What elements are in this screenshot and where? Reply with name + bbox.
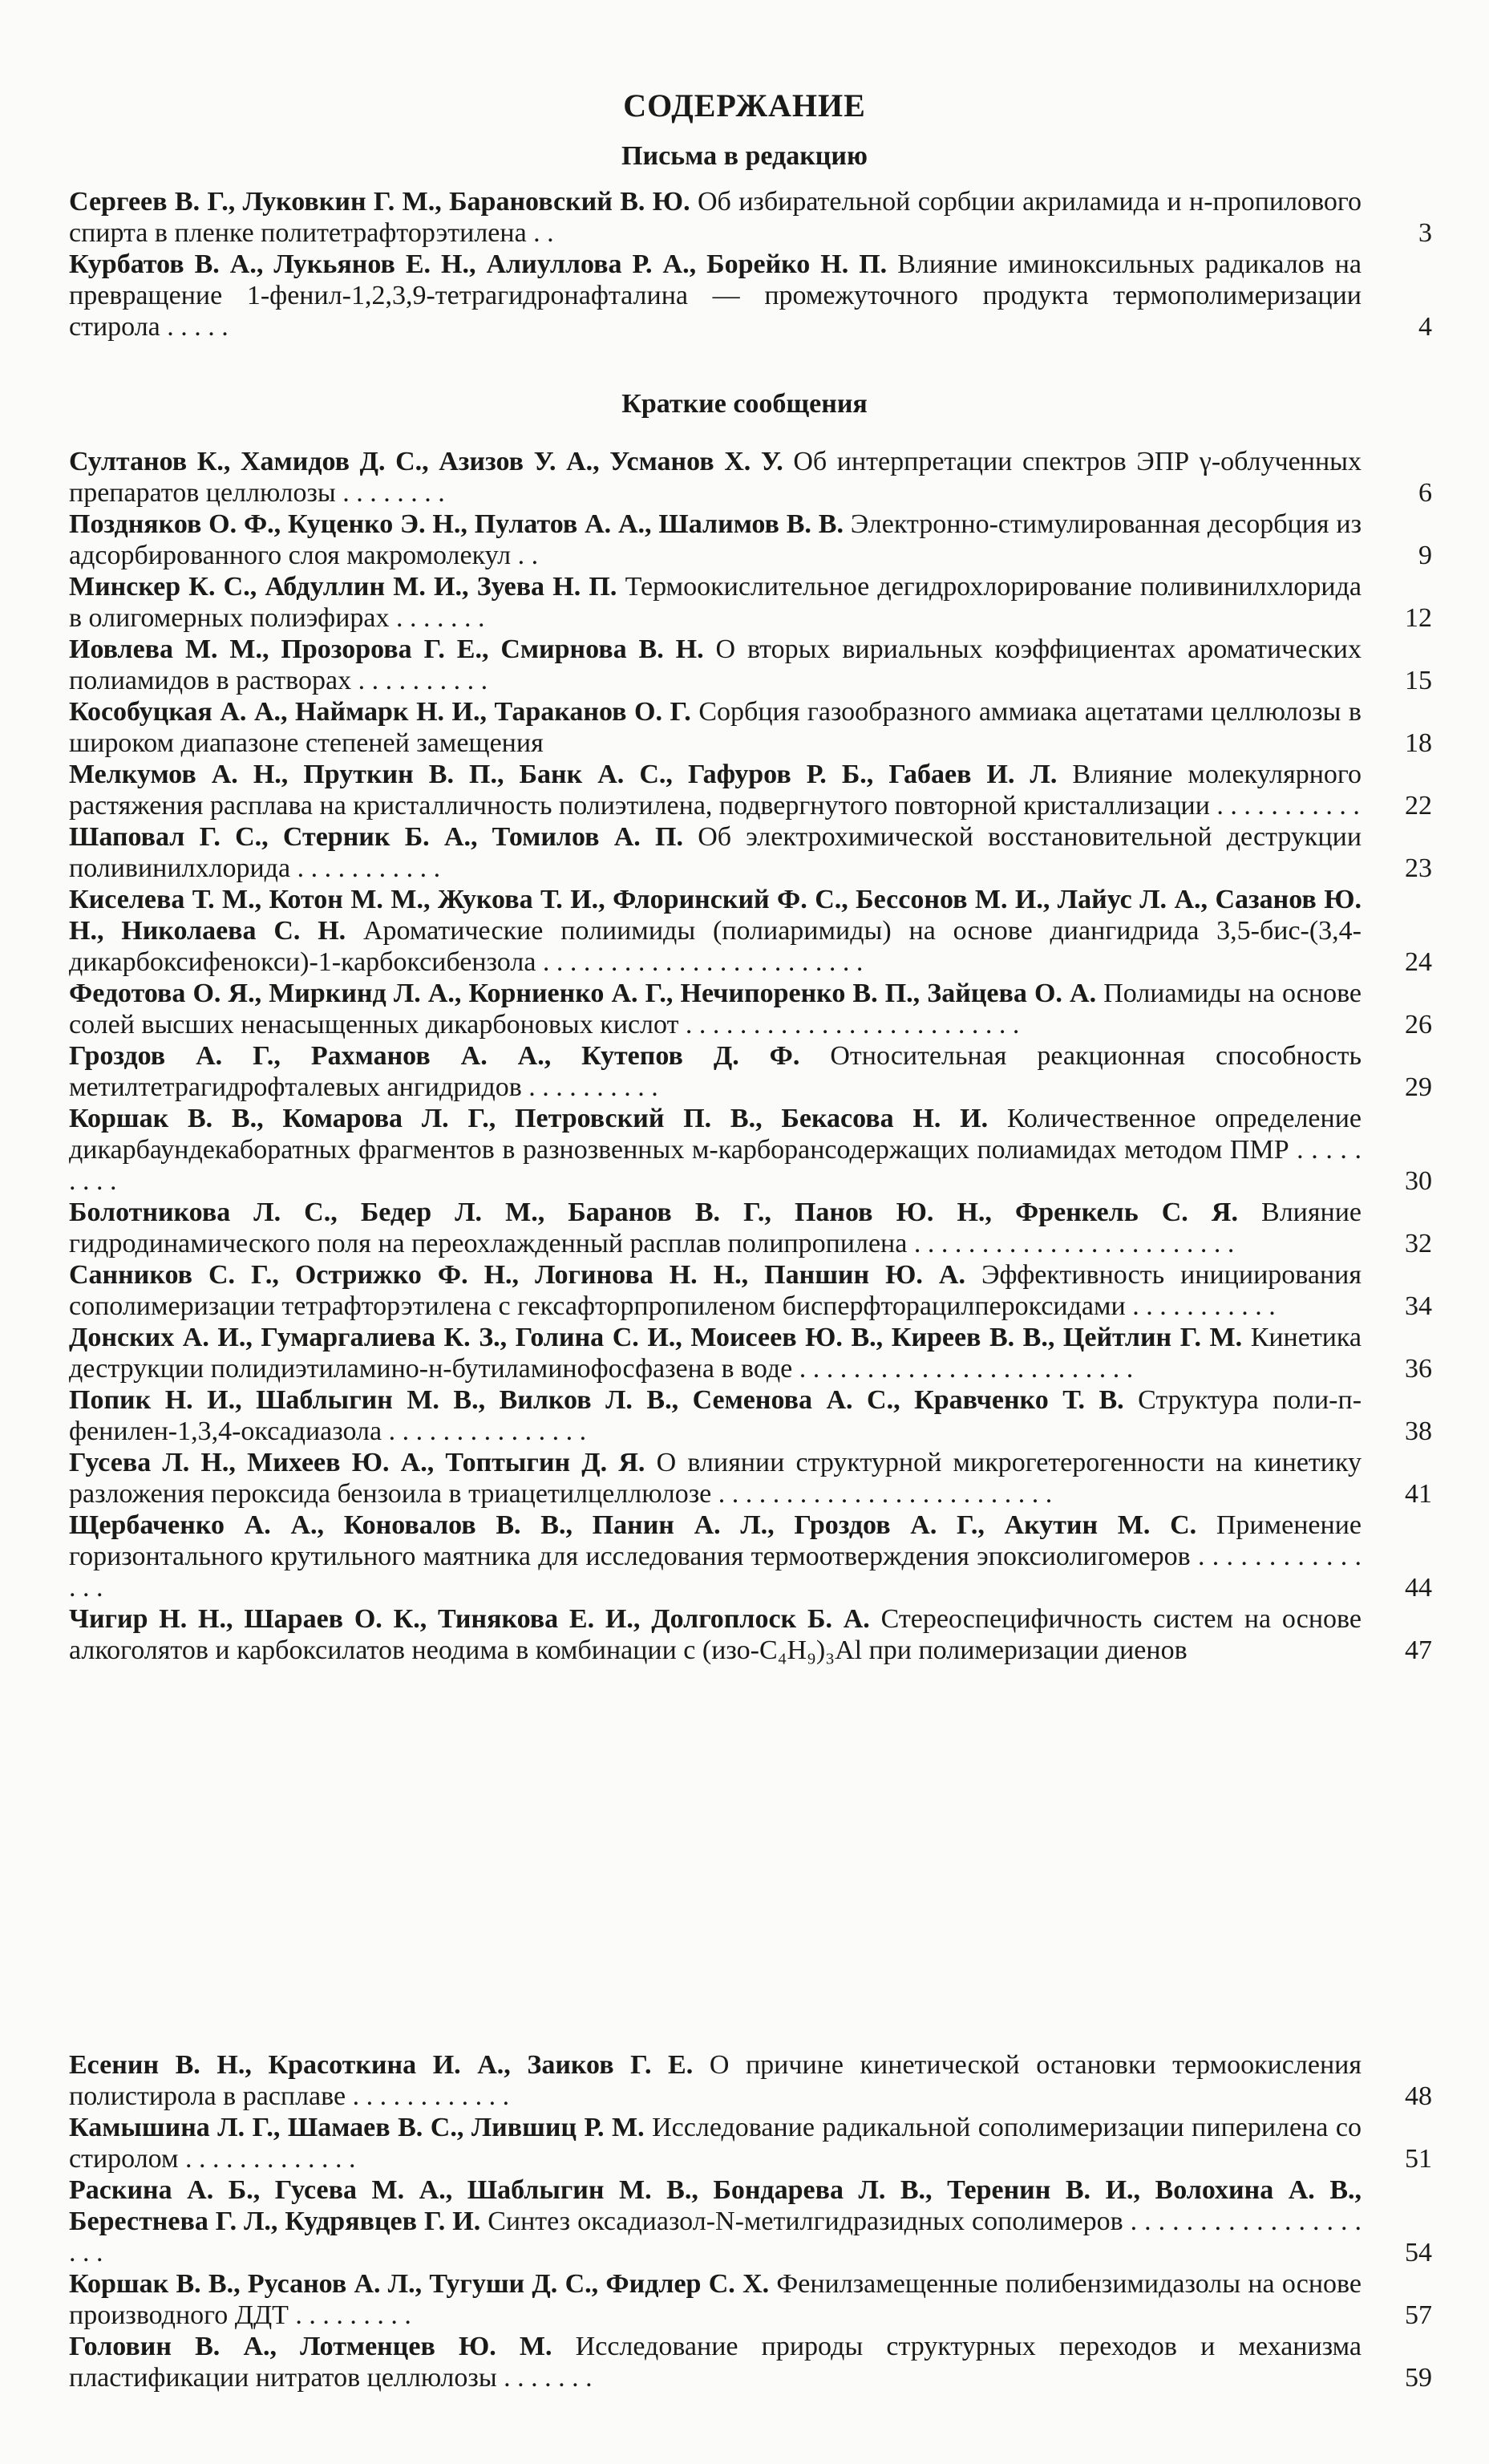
toc-entry[interactable] — [69, 759, 1432, 821]
entry-page-number: 15 — [1405, 666, 1432, 695]
entry-authors: Гроздов А. Г., Рахманов А. А., Кутепов Д. Ф. — [69, 1041, 800, 1071]
entry-authors: Минскер К. С., Абдуллин М. И., Зуева Н. П. — [69, 572, 617, 602]
section-continuation-entries — [69, 2049, 1432, 2393]
entry-authors: Есенин В. Н., Красоткина И. А., Заиков Г. Е. — [69, 2050, 694, 2080]
toc-entry[interactable] — [69, 978, 1432, 1040]
entry-page-number: 4 — [1418, 312, 1432, 342]
toc-entry[interactable] — [69, 186, 1432, 249]
entry-authors: Иовлева М. М., Прозорова Г. Е., Смирнова В. Н. — [69, 634, 704, 664]
section-title-short-communications: Краткие сообщения — [621, 389, 868, 419]
entry-authors: Султанов К., Хамидов Д. С., Азизов У. А., Усманов Х. У. — [69, 447, 783, 476]
entry-title: Влияние иминоксильных радикалов на превращение 1-фенил-1,2,3,9-тетрагидронафталина — промежуточного продукта термополимеризации стирола . . . . . — [69, 249, 1362, 342]
entry-page-number: 48 — [1405, 2081, 1432, 2111]
entry-page-number: 57 — [1405, 2300, 1432, 2330]
entry-title: Стереоспецифичность систем на основе алкоголятов и карбоксилатов неодима в комбинации с (изо-C₄H₉)₃Al при полимеризации диенов — [69, 1604, 1362, 1665]
entry-page-number: 18 — [1405, 728, 1432, 758]
entry-authors: Головин В. А., Лотменцев Ю. М. — [69, 2332, 552, 2361]
entry-authors: Кособуцкая А. А., Наймарк Н. И., Тараканов О. Г. — [69, 697, 691, 727]
entry-title: Кинетика деструкции полидиэтиламино-н-бутиламинофосфазена в воде . . . . . . . . . . . . . . . . . . . . . . . . . — [69, 1323, 1362, 1384]
toc-entry[interactable] — [69, 696, 1432, 759]
entry-authors: Камышина Л. Г., Шамаев В. С., Лившиц Р. М. — [69, 2113, 645, 2142]
toc-entry[interactable] — [69, 2049, 1432, 2112]
entry-page-number: 38 — [1405, 1416, 1432, 1446]
entry-title: Об интерпретации спектров ЭПР γ-облученных препаратов целлюлозы . . . . . . . . — [69, 447, 1362, 508]
entry-page-number: 9 — [1418, 541, 1432, 570]
entry-title: Структура поли-п-фенилен-1,3,4-оксадиазола . . . . . . . . . . . . . . . — [69, 1385, 1362, 1446]
toc-entry[interactable] — [69, 821, 1432, 884]
entry-title: Количественное определение дикарбаундекаборатных фрагментов в разнозвенных м-карборансодержащих полиамидах методом ПМР . . . . . . . . . — [69, 1104, 1362, 1196]
toc-entry[interactable] — [69, 1259, 1432, 1322]
toc-entry[interactable] — [69, 884, 1432, 978]
entry-title: Эффективность инициирования сополимеризации тетрафторэтилена с гексафторпропиленом бисперфторацилпероксидами . . . . . . . . . . . — [69, 1260, 1362, 1321]
entry-authors: Коршак В. В., Русанов А. Л., Тугуши Д. С., Фидлер С. Х. — [69, 2269, 770, 2299]
entry-page-number: 26 — [1405, 1010, 1432, 1040]
entry-page-number: 59 — [1405, 2363, 1432, 2393]
toc-entry[interactable] — [69, 2331, 1432, 2393]
entry-authors: Поздняков О. Ф., Куценко Э. Н., Пулатов А. А., Шалимов В. В. — [69, 509, 844, 539]
toc-entry[interactable] — [69, 1322, 1432, 1384]
entry-title: Термоокислительное дегидрохлорирование поливинилхлорида в олигомерных полиэфирах . . . . . . . — [69, 572, 1362, 633]
entry-authors: Раскина А. Б., Гусева М. А., Шаблыгин М. В., Бондарева Л. В., Теренин В. И., Волохина А. В., Берестнева Г. Л., Кудрявцев Г. И. — [69, 2175, 1362, 2236]
entry-authors: Попик Н. И., Шаблыгин М. В., Вилков Л. В., Семенова А. С., Кравченко Т. В. — [69, 1385, 1124, 1415]
toc-entry[interactable] — [69, 2174, 1432, 2268]
entry-page-number: 29 — [1405, 1072, 1432, 1102]
toc-entry[interactable] — [69, 249, 1432, 342]
entry-authors: Коршак В. В., Комарова Л. Г., Петровский П. В., Бекасова Н. И. — [69, 1104, 989, 1133]
entry-authors: Донских А. И., Гумаргалиева К. З., Голина С. И., Моисеев Ю. В., Киреев В. В., Цейтлин Г. М. — [69, 1323, 1243, 1352]
entry-title: Полиамиды на основе солей высших ненасыщенных дикарбоновых кислот . . . . . . . . . . . . . . . . . . . . . . . . . — [69, 979, 1362, 1040]
entry-title: О причине кинетической остановки термоокисления полистирола в расплаве . . . . . . . . . . . . — [69, 2050, 1362, 2111]
entry-authors: Киселева Т. М., Котон М. М., Жукова Т. И., Флоринский Ф. С., Бессонов М. И., Лайус Л. А., Сазанов Ю. Н., Николаева С. Н. — [69, 885, 1362, 946]
entry-page-number: 54 — [1405, 2238, 1432, 2267]
entry-page-number: 32 — [1405, 1229, 1432, 1258]
entry-authors: Сергеев В. Г., Луковкин Г. М., Барановский В. Ю. — [69, 187, 690, 217]
entry-page-number: 23 — [1405, 853, 1432, 883]
entry-title: Электронно-стимулированная десорбция из адсорбированного слоя макромолекул . . — [69, 509, 1362, 570]
toc-entry[interactable] — [69, 1384, 1432, 1447]
toc-entry[interactable] — [69, 634, 1432, 696]
entry-title: Об избирательной сорбции акриламида и н-пропилового спирта в пленке политетрафторэтилена . . — [69, 187, 1362, 248]
entry-title: Влияние молекулярного растяжения расплава на кристалличность полиэтилена, подвергнутого повторной кристаллизации . . . . . . . . . . . — [69, 760, 1362, 821]
toc-entry[interactable] — [69, 1510, 1432, 1603]
entry-authors: Болотникова Л. С., Бедер Л. М., Баранов В. Г., Панов Ю. Н., Френкель С. Я. — [69, 1198, 1238, 1227]
page-title: СОДЕРЖАНИЕ — [623, 87, 866, 124]
entry-page-number: 3 — [1418, 218, 1432, 248]
entry-page-number: 12 — [1405, 603, 1432, 633]
entry-title: О влиянии структурной микрогетерогенности на кинетику разложения пероксида бензоила в триацетилцеллюлозе . . . . . . . . . . . . . . . . . . . . . . . . . — [69, 1448, 1362, 1509]
entry-authors: Щербаченко А. А., Коновалов В. В., Панин А. Л., Гроздов А. Г., Акутин М. С. — [69, 1510, 1197, 1540]
entry-title: Исследование радикальной сополимеризации пиперилена со стиролом . . . . . . . . . . . . . — [69, 2113, 1362, 2174]
toc-entry[interactable] — [69, 2268, 1432, 2331]
entry-title: Относительная реакционная способность метилтетрагидрофталевых ангидридов . . . . . . . . . . — [69, 1041, 1362, 1102]
entry-page-number: 44 — [1405, 1573, 1432, 1603]
toc-entry[interactable] — [69, 1197, 1432, 1259]
section-letters-entries — [69, 186, 1432, 342]
entry-title: Влияние гидродинамического поля на переохлажденный расплав полипропилена . . . . . . . . . . . . . . . . . . . . . . . . — [69, 1198, 1362, 1258]
entry-title: Исследование природы структурных переходов и механизма пластификации нитратов целлюлозы . . . . . . . — [69, 2332, 1362, 2393]
toc-entry[interactable] — [69, 571, 1432, 634]
entry-page-number: 30 — [1405, 1166, 1432, 1196]
entry-title: О вторых вириальных коэффициентах ароматических полиамидов в растворах . . . . . . . . . . — [69, 634, 1362, 695]
entry-page-number: 51 — [1405, 2144, 1432, 2174]
entry-page-number: 34 — [1405, 1291, 1432, 1321]
entry-authors: Курбатов В. А., Лукьянов Е. Н., Алиуллова Р. А., Борейко Н. П. — [69, 249, 888, 279]
entry-authors: Санников С. Г., Острижко Ф. Н., Логинова Н. Н., Паншин Ю. А. — [69, 1260, 965, 1290]
entry-title: Применение горизонтального крутильного маятника для исследования термоотверждения эпоксиолигомеров . . . . . . . . . . . . . . . — [69, 1510, 1362, 1603]
entry-page-number: 22 — [1405, 791, 1432, 821]
entry-page-number: 36 — [1405, 1354, 1432, 1384]
section-title-letters: Письма в редакцию — [621, 141, 868, 171]
entry-page-number: 24 — [1405, 947, 1432, 977]
entry-page-number: 6 — [1418, 478, 1432, 508]
toc-entry[interactable] — [69, 1040, 1432, 1103]
entry-authors: Мелкумов А. Н., Пруткин В. П., Банк А. С., Гафуров Р. Б., Габаев И. Л. — [69, 760, 1058, 789]
toc-entry[interactable] — [69, 1603, 1432, 1666]
entry-authors: Шаповал Г. С., Стерник Б. А., Томилов А. П. — [69, 822, 683, 852]
toc-entry[interactable] — [69, 446, 1432, 509]
entry-authors: Гусева Л. Н., Михеев Ю. А., Топтыгин Д. Я. — [69, 1448, 645, 1477]
entry-title: Об электрохимической восстановительной деструкции поливинилхлорида . . . . . . . . . . . — [69, 822, 1362, 883]
entry-title: Фенилзамещенные полибензимидазолы на основе производного ДДТ . . . . . . . . . — [69, 2269, 1362, 2330]
section-short-communications-entries — [69, 446, 1432, 1666]
entry-title: Сорбция газообразного аммиака ацетатами целлюлозы в широком диапазоне степеней замещения — [69, 697, 1362, 758]
toc-entry[interactable] — [69, 1103, 1432, 1197]
entry-authors: Чигир Н. Н., Шараев О. К., Тинякова Е. И., Долгоплоск Б. А. — [69, 1604, 870, 1634]
entry-page-number: 47 — [1405, 1635, 1432, 1665]
toc-entry[interactable] — [69, 2112, 1432, 2174]
entry-title: Ароматические полиимиды (полиаримиды) на основе диангидрида 3,5-бис-(3,4-дикарбоксифенокси)-1-карбоксибензола . . . . . . . . . . . . . . . . . . . . . . . . — [69, 916, 1362, 977]
toc-entry[interactable] — [69, 1447, 1432, 1510]
toc-entry[interactable] — [69, 509, 1432, 571]
entry-title: Синтез оксадиазол-N-метилгидразидных сополимеров . . . . . . . . . . . . . . . . . . . . — [69, 2207, 1362, 2267]
entry-authors: Федотова О. Я., Миркинд Л. А., Корниенко А. Г., Нечипоренко В. П., Зайцева О. А. — [69, 979, 1097, 1008]
entry-page-number: 41 — [1405, 1479, 1432, 1509]
